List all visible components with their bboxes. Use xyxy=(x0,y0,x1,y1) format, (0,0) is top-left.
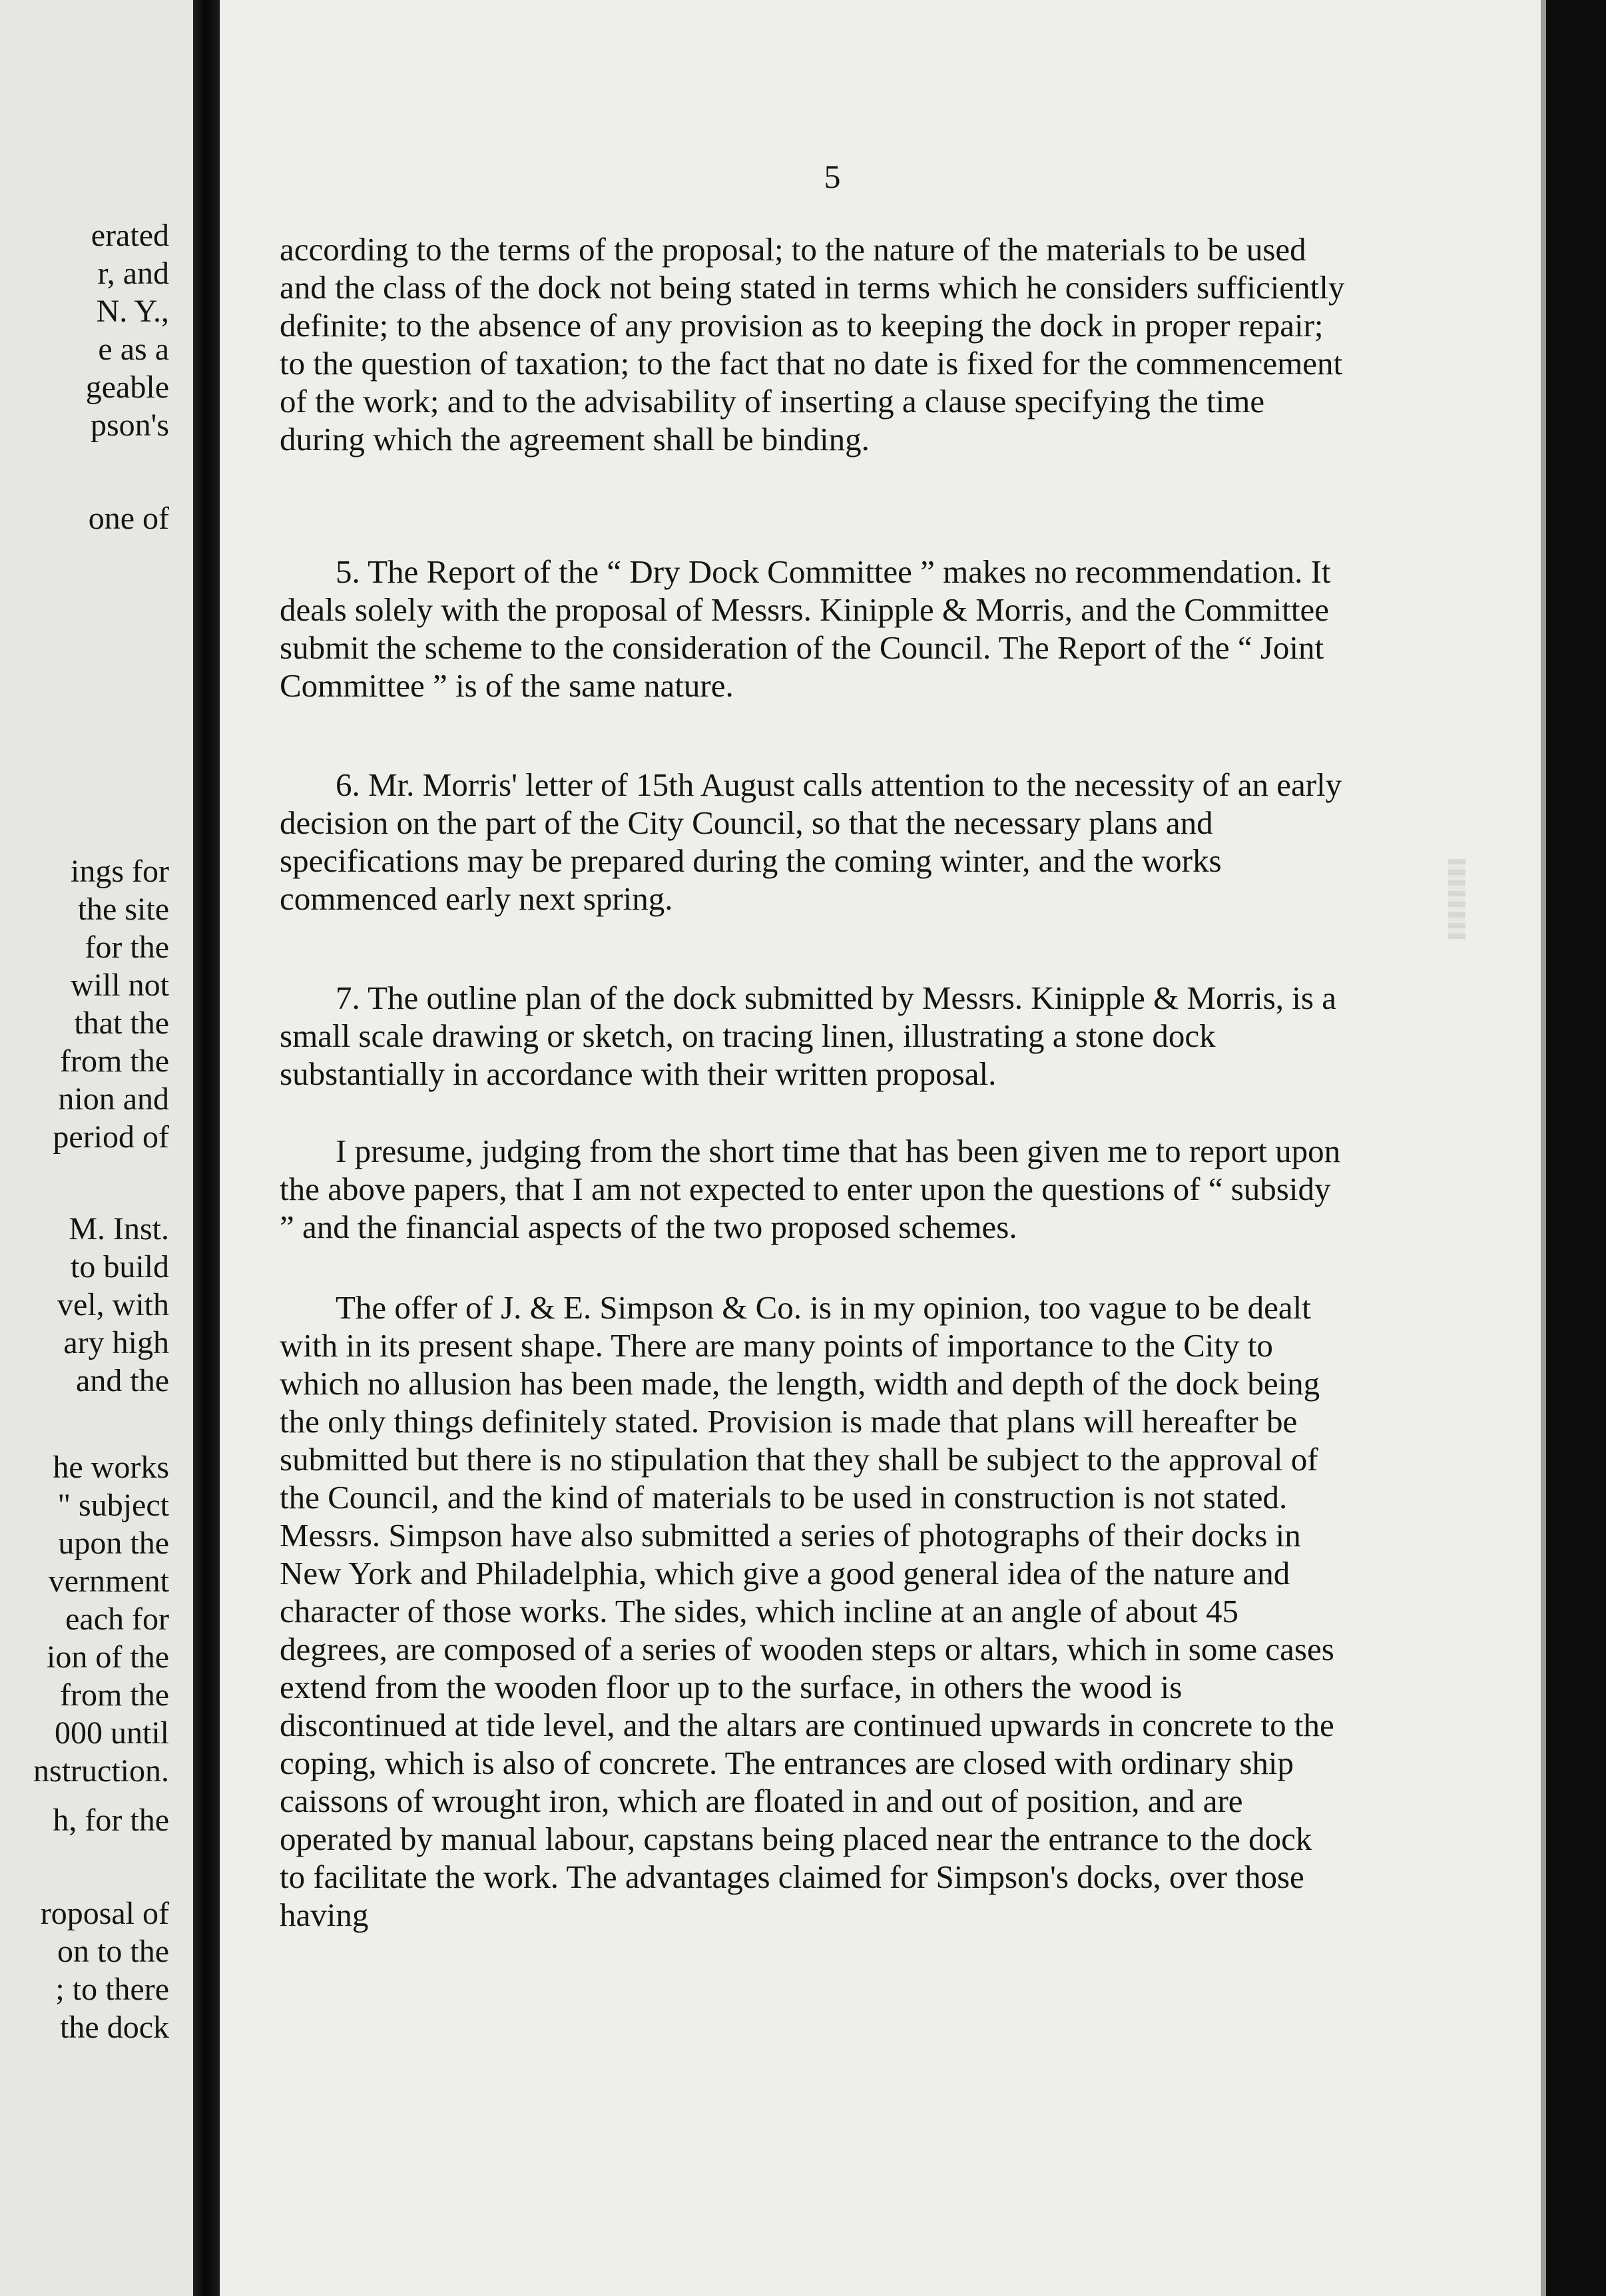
paragraph-6: 6. Mr. Morris' letter of 15th August calls attention to the necessity of an early decision on the part of the City Council, so that the necessary plans and specifications may be prepared during the coming winter, and the works commenced early next spring. xyxy=(280,766,1342,917)
left-page-fragment xyxy=(0,0,193,2296)
paragraph-continuation: according to the terms of the proposal; to the nature of the materials to be used and the class of the dock not being stated in terms which he considers sufficiently definite; to the absence of any provision as to keeping the dock in proper repair; to the question of taxation; to the fact that no date is fixed for the commencement of the work; and to the advisability of inserting a clause specifying the time during which the agreement shall be binding. xyxy=(280,231,1345,457)
left-line: ary high xyxy=(63,1325,169,1360)
left-line: on to the xyxy=(57,1934,169,1969)
left-line: erated xyxy=(91,218,169,253)
paragraph-simpson-offer: The offer of J. & E. Simpson & Co. is in my opinion, too vague to be dealt with in its present shape. There are many points of importance to the City to which no allusion has been made, the length, width and depth of the dock being the only things definitely stated. Provision is made that plans will hereafter be submitted but there is no stipulation that they shall be subject to the approval of the Council, and the kind of materials to be used in construction is not stated. Messrs. Simpson have also submitted a series of photographs of their docks in New York and Philadelphia, which give a good general idea of the nature and character of those works. The sides, which incline at an angle of about 45 degrees, are composed of a series of wooden steps or altars, which in some cases extend from the wooden floor up to the surface, in others the wood is discontinued at tide level, and the altars are continued upwards in concrete to the coping, which is also of concrete. The entrances are closed with ordinary ship caissons of wrought iron, which are floated in and out of position, and are operated by manual labour, capstans being placed near the entrance to the dock to facilitate the work. The advantages claimed for Simpson's docks, over those having xyxy=(280,1289,1334,1933)
left-line: M. Inst. xyxy=(69,1211,169,1247)
left-line: one of xyxy=(88,501,169,536)
left-line: nion and xyxy=(58,1081,169,1117)
left-line: vernment xyxy=(48,1564,169,1599)
left-line: from the xyxy=(60,1043,169,1079)
page-number: 5 xyxy=(824,158,841,195)
left-line: ion of the xyxy=(47,1639,169,1675)
book-gutter xyxy=(193,0,220,2296)
left-line: upon the xyxy=(58,1526,169,1561)
left-line: the site xyxy=(77,892,169,927)
paragraph-presume: I presume, judging from the short time that has been given me to report upon the above papers, that I am not expected to enter upon the questions of “ subsidy ” and the financial aspects of the two proposed schemes. xyxy=(280,1133,1341,1245)
left-line: ings for xyxy=(71,854,169,889)
left-line: will not xyxy=(70,968,169,1003)
left-line: he works xyxy=(53,1450,169,1485)
left-line: pson's xyxy=(90,408,169,443)
right-background xyxy=(1546,0,1606,2296)
left-line: h, for the xyxy=(53,1803,169,1838)
library-stamp-mark xyxy=(1448,859,1466,939)
left-line: e as a xyxy=(98,332,169,367)
left-line: nstruction. xyxy=(33,1753,169,1789)
left-line: 000 until xyxy=(54,1715,169,1751)
left-line: for the xyxy=(85,930,169,965)
left-line: each for xyxy=(65,1601,169,1637)
left-line: " subject xyxy=(57,1488,169,1523)
page-edge xyxy=(1541,0,1546,2296)
paragraph-7: 7. The outline plan of the dock submitted by Messrs. Kinipple & Morris, is a small scale drawing or sketch, on tracing linen, illustrating a stone dock substantially in accordance with their written proposal. xyxy=(280,980,1336,1092)
paragraph-5: 5. The Report of the “ Dry Dock Committee ” makes no recommendation. It deals solely with the proposal of Messrs. Kinipple & Morris, and the Committee submit the scheme to the consideration of the Council. The Report of the “ Joint Committee ” is of the same nature. xyxy=(280,553,1331,704)
left-line: from the xyxy=(60,1677,169,1713)
left-line: to build xyxy=(70,1249,169,1285)
left-line: geable xyxy=(85,370,169,405)
left-line: r, and xyxy=(97,256,169,291)
left-line: and the xyxy=(76,1363,169,1398)
left-line: roposal of xyxy=(40,1896,169,1931)
left-line: N. Y., xyxy=(96,294,169,329)
left-line: the dock xyxy=(60,2010,169,2045)
left-line: ; to there xyxy=(55,1972,169,2007)
left-line: that the xyxy=(74,1005,169,1041)
left-line: period of xyxy=(53,1119,169,1155)
main-page xyxy=(220,0,1606,2296)
left-line: vel, with xyxy=(57,1287,169,1322)
